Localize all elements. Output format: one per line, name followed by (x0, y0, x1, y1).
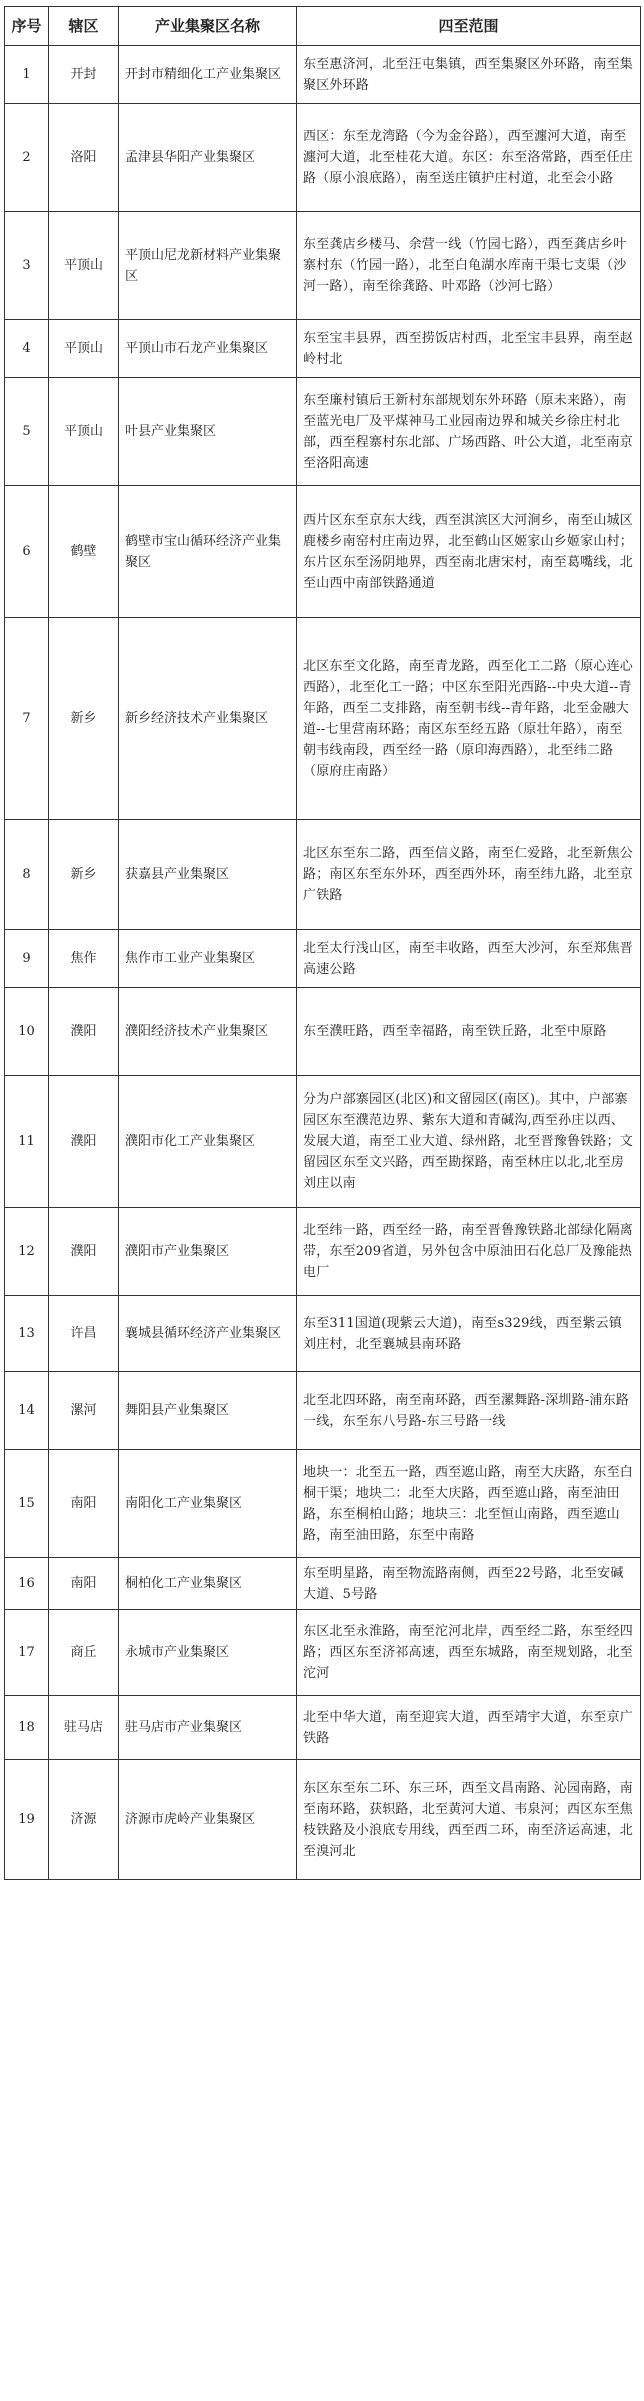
table-header-row (5, 7, 641, 46)
row-scope: 地块一：北至五一路，西至遮山路，南至大庆路，东至白桐干渠；地块二：北至大庆路，西至遮山路，南至油田路，东至桐柏山路；地块三：北至恒山南路，西至遮山路，南至油田路，东至中南路 (297, 1450, 641, 1558)
row-scope: 东至濮旺路，西至幸福路，南至铁丘路，北至中原路 (297, 988, 641, 1076)
row-cluster-name: 新乡经济技术产业集聚区 (119, 618, 297, 820)
row-scope: 北区东至文化路，南至青龙路，西至化工二路（原心连心西路），北至化工一路；中区东至阳光西路--中央大道--青年路，西至二支排路，南至朝韦线--青年路，北至金融大道--七里营南环路；南区东至经五路（原壮年路），南至朝韦线南段，西至经一路（原印海西路），北至纬二路（原府庄南路） (297, 618, 641, 820)
row-number: 4 (5, 320, 49, 378)
row-number: 10 (5, 988, 49, 1076)
table-row (5, 1208, 641, 1296)
row-cluster-name: 永城市产业集聚区 (119, 1610, 297, 1696)
table-row (5, 212, 641, 320)
row-number: 11 (5, 1076, 49, 1208)
table-row (5, 1558, 641, 1610)
row-number: 3 (5, 212, 49, 320)
row-cluster-name: 驻马店市产业集聚区 (119, 1696, 297, 1760)
row-number: 14 (5, 1372, 49, 1450)
table-row (5, 988, 641, 1076)
row-scope: 北至中华大道，南至迎宾大道，西至靖宇大道，东至京广铁路 (297, 1696, 641, 1760)
table-row (5, 1450, 641, 1558)
row-district: 开封 (49, 46, 119, 104)
table-row (5, 320, 641, 378)
header-district: 辖区 (49, 7, 119, 46)
table-row (5, 820, 641, 930)
row-district: 漯河 (49, 1372, 119, 1450)
table-row (5, 46, 641, 104)
table-row (5, 1696, 641, 1760)
row-scope: 西片区东至京东大线，西至淇滨区大河涧乡，南至山城区鹿楼乡南窑村庄南边界，北至鹤山区姬家山乡姬家山村；东片区东至汤阴地界，西至南北唐宋村，南至葛嘴线，北至山西中南部铁路通道 (297, 486, 641, 618)
row-number: 17 (5, 1610, 49, 1696)
row-cluster-name: 焦作市工业产业集聚区 (119, 930, 297, 988)
table-row (5, 1760, 641, 1880)
table-row (5, 1296, 641, 1372)
header-cluster-name: 产业集聚区名称 (119, 7, 297, 46)
row-district: 鹤壁 (49, 486, 119, 618)
row-scope: 北至纬一路，西至经一路，南至晋鲁豫铁路北部绿化隔离带，东至209省道，另外包含中原油田石化总厂及豫能热电厂 (297, 1208, 641, 1296)
row-cluster-name: 平顶山市石龙产业集聚区 (119, 320, 297, 378)
row-number: 16 (5, 1558, 49, 1610)
table-row (5, 104, 641, 212)
row-scope: 东至惠济河，北至汪屯集镇，西至集聚区外环路，南至集聚区外环路 (297, 46, 641, 104)
table-row (5, 378, 641, 486)
row-cluster-name: 鹤壁市宝山循环经济产业集聚区 (119, 486, 297, 618)
row-scope: 北至北四环路，南至南环路，西至漯舞路-深圳路-浦东路一线，东至东八号路-东三号路一线 (297, 1372, 641, 1450)
row-district: 平顶山 (49, 212, 119, 320)
row-scope: 分为户部寨园区(北区)和文留园区(南区)。其中，户部寨园区东至濮范边界、紫东大道和青碱沟,西至孙庄以西、发展大道，南至工业大道、绿州路，北至晋豫鲁铁路；文留园区东至文兴路，西至勘探路，南至林庄以北,北至房刘庄以南 (297, 1076, 641, 1208)
row-cluster-name: 濮阳市产业集聚区 (119, 1208, 297, 1296)
table-body (5, 46, 641, 1880)
table-row (5, 486, 641, 618)
row-number: 18 (5, 1696, 49, 1760)
table-row (5, 1076, 641, 1208)
row-scope: 东至廉村镇后王新村东部规划东外环路（原未来路），南至蓝光电厂及平煤神马工业园南边界和城关乡徐庄村北部，西至程寨村东北部、广场西路、叶公大道，北至南京至洛阳高速 (297, 378, 641, 486)
row-cluster-name: 南阳化工产业集聚区 (119, 1450, 297, 1558)
row-scope: 东区东至东二环、东三环，西至文昌南路、沁园南路，南至南环路，获轵路，北至黄河大道、韦泉河；西区东至焦枝铁路及小浪底专用线，西至西二环，南至济运高速，北至溴河北 (297, 1760, 641, 1880)
row-cluster-name: 开封市精细化工产业集聚区 (119, 46, 297, 104)
row-cluster-name: 叶县产业集聚区 (119, 378, 297, 486)
industrial-cluster-table (4, 6, 641, 1880)
row-scope: 东至311国道(现紫云大道)，南至s329线，西至紫云镇刘庄村，北至襄城县南环路 (297, 1296, 641, 1372)
header-no: 序号 (5, 7, 49, 46)
row-number: 6 (5, 486, 49, 618)
row-cluster-name: 孟津县华阳产业集聚区 (119, 104, 297, 212)
row-district: 濮阳 (49, 1076, 119, 1208)
row-number: 12 (5, 1208, 49, 1296)
row-scope: 东至宝丰县界，西至捞饭店村西，北至宝丰县界，南至赵岭村北 (297, 320, 641, 378)
row-scope: 西区：东至龙湾路（今为金谷路），西至瀍河大道，南至瀍河大道，北至桂花大道。东区：东至洛常路，西至任庄路（原小浪底路），南至送庄镇护庄村道，北至会小路 (297, 104, 641, 212)
row-cluster-name: 济源市虎岭产业集聚区 (119, 1760, 297, 1880)
row-district: 濮阳 (49, 988, 119, 1076)
row-cluster-name: 桐柏化工产业集聚区 (119, 1558, 297, 1610)
row-number: 13 (5, 1296, 49, 1372)
row-district: 新乡 (49, 618, 119, 820)
row-scope: 东至龚店乡楼马、余营一线（竹园七路），西至龚店乡叶寨村东（竹园一路），北至白龟湖水库南干渠七支渠（沙河一路），南至徐龚路、叶邓路（沙河七路） (297, 212, 641, 320)
row-district: 许昌 (49, 1296, 119, 1372)
row-scope: 北区东至东二路，西至信义路，南至仁爱路，北至新焦公路；南区东至东外环，西至西外环，南至纬九路，北至京广铁路 (297, 820, 641, 930)
header-scope: 四至范围 (297, 7, 641, 46)
row-district: 洛阳 (49, 104, 119, 212)
row-district: 济源 (49, 1760, 119, 1880)
row-district: 南阳 (49, 1450, 119, 1558)
row-scope: 东区北至永淮路，南至沱河北岸，西至经二路，东至经四路；西区东至济祁高速，西至东城路，南至规划路，北至沱河 (297, 1610, 641, 1696)
row-scope: 北至太行浅山区，南至丰收路，西至大沙河，东至郑焦晋高速公路 (297, 930, 641, 988)
row-number: 19 (5, 1760, 49, 1880)
table-row (5, 930, 641, 988)
row-district: 焦作 (49, 930, 119, 988)
row-scope: 东至明星路，南至物流路南侧，西至22号路，北至安碱大道、5号路 (297, 1558, 641, 1610)
row-district: 商丘 (49, 1610, 119, 1696)
row-number: 5 (5, 378, 49, 486)
table-row (5, 1610, 641, 1696)
row-district: 濮阳 (49, 1208, 119, 1296)
row-number: 7 (5, 618, 49, 820)
row-cluster-name: 舞阳县产业集聚区 (119, 1372, 297, 1450)
row-number: 2 (5, 104, 49, 212)
row-district: 新乡 (49, 820, 119, 930)
row-district: 驻马店 (49, 1696, 119, 1760)
row-cluster-name: 襄城县循环经济产业集聚区 (119, 1296, 297, 1372)
row-cluster-name: 濮阳经济技术产业集聚区 (119, 988, 297, 1076)
row-number: 1 (5, 46, 49, 104)
row-cluster-name: 平顶山尼龙新材料产业集聚区 (119, 212, 297, 320)
row-number: 9 (5, 930, 49, 988)
row-cluster-name: 濮阳市化工产业集聚区 (119, 1076, 297, 1208)
table-row (5, 618, 641, 820)
row-district: 南阳 (49, 1558, 119, 1610)
row-number: 8 (5, 820, 49, 930)
row-number: 15 (5, 1450, 49, 1558)
row-cluster-name: 获嘉县产业集聚区 (119, 820, 297, 930)
row-district: 平顶山 (49, 320, 119, 378)
table-row (5, 1372, 641, 1450)
row-district: 平顶山 (49, 378, 119, 486)
